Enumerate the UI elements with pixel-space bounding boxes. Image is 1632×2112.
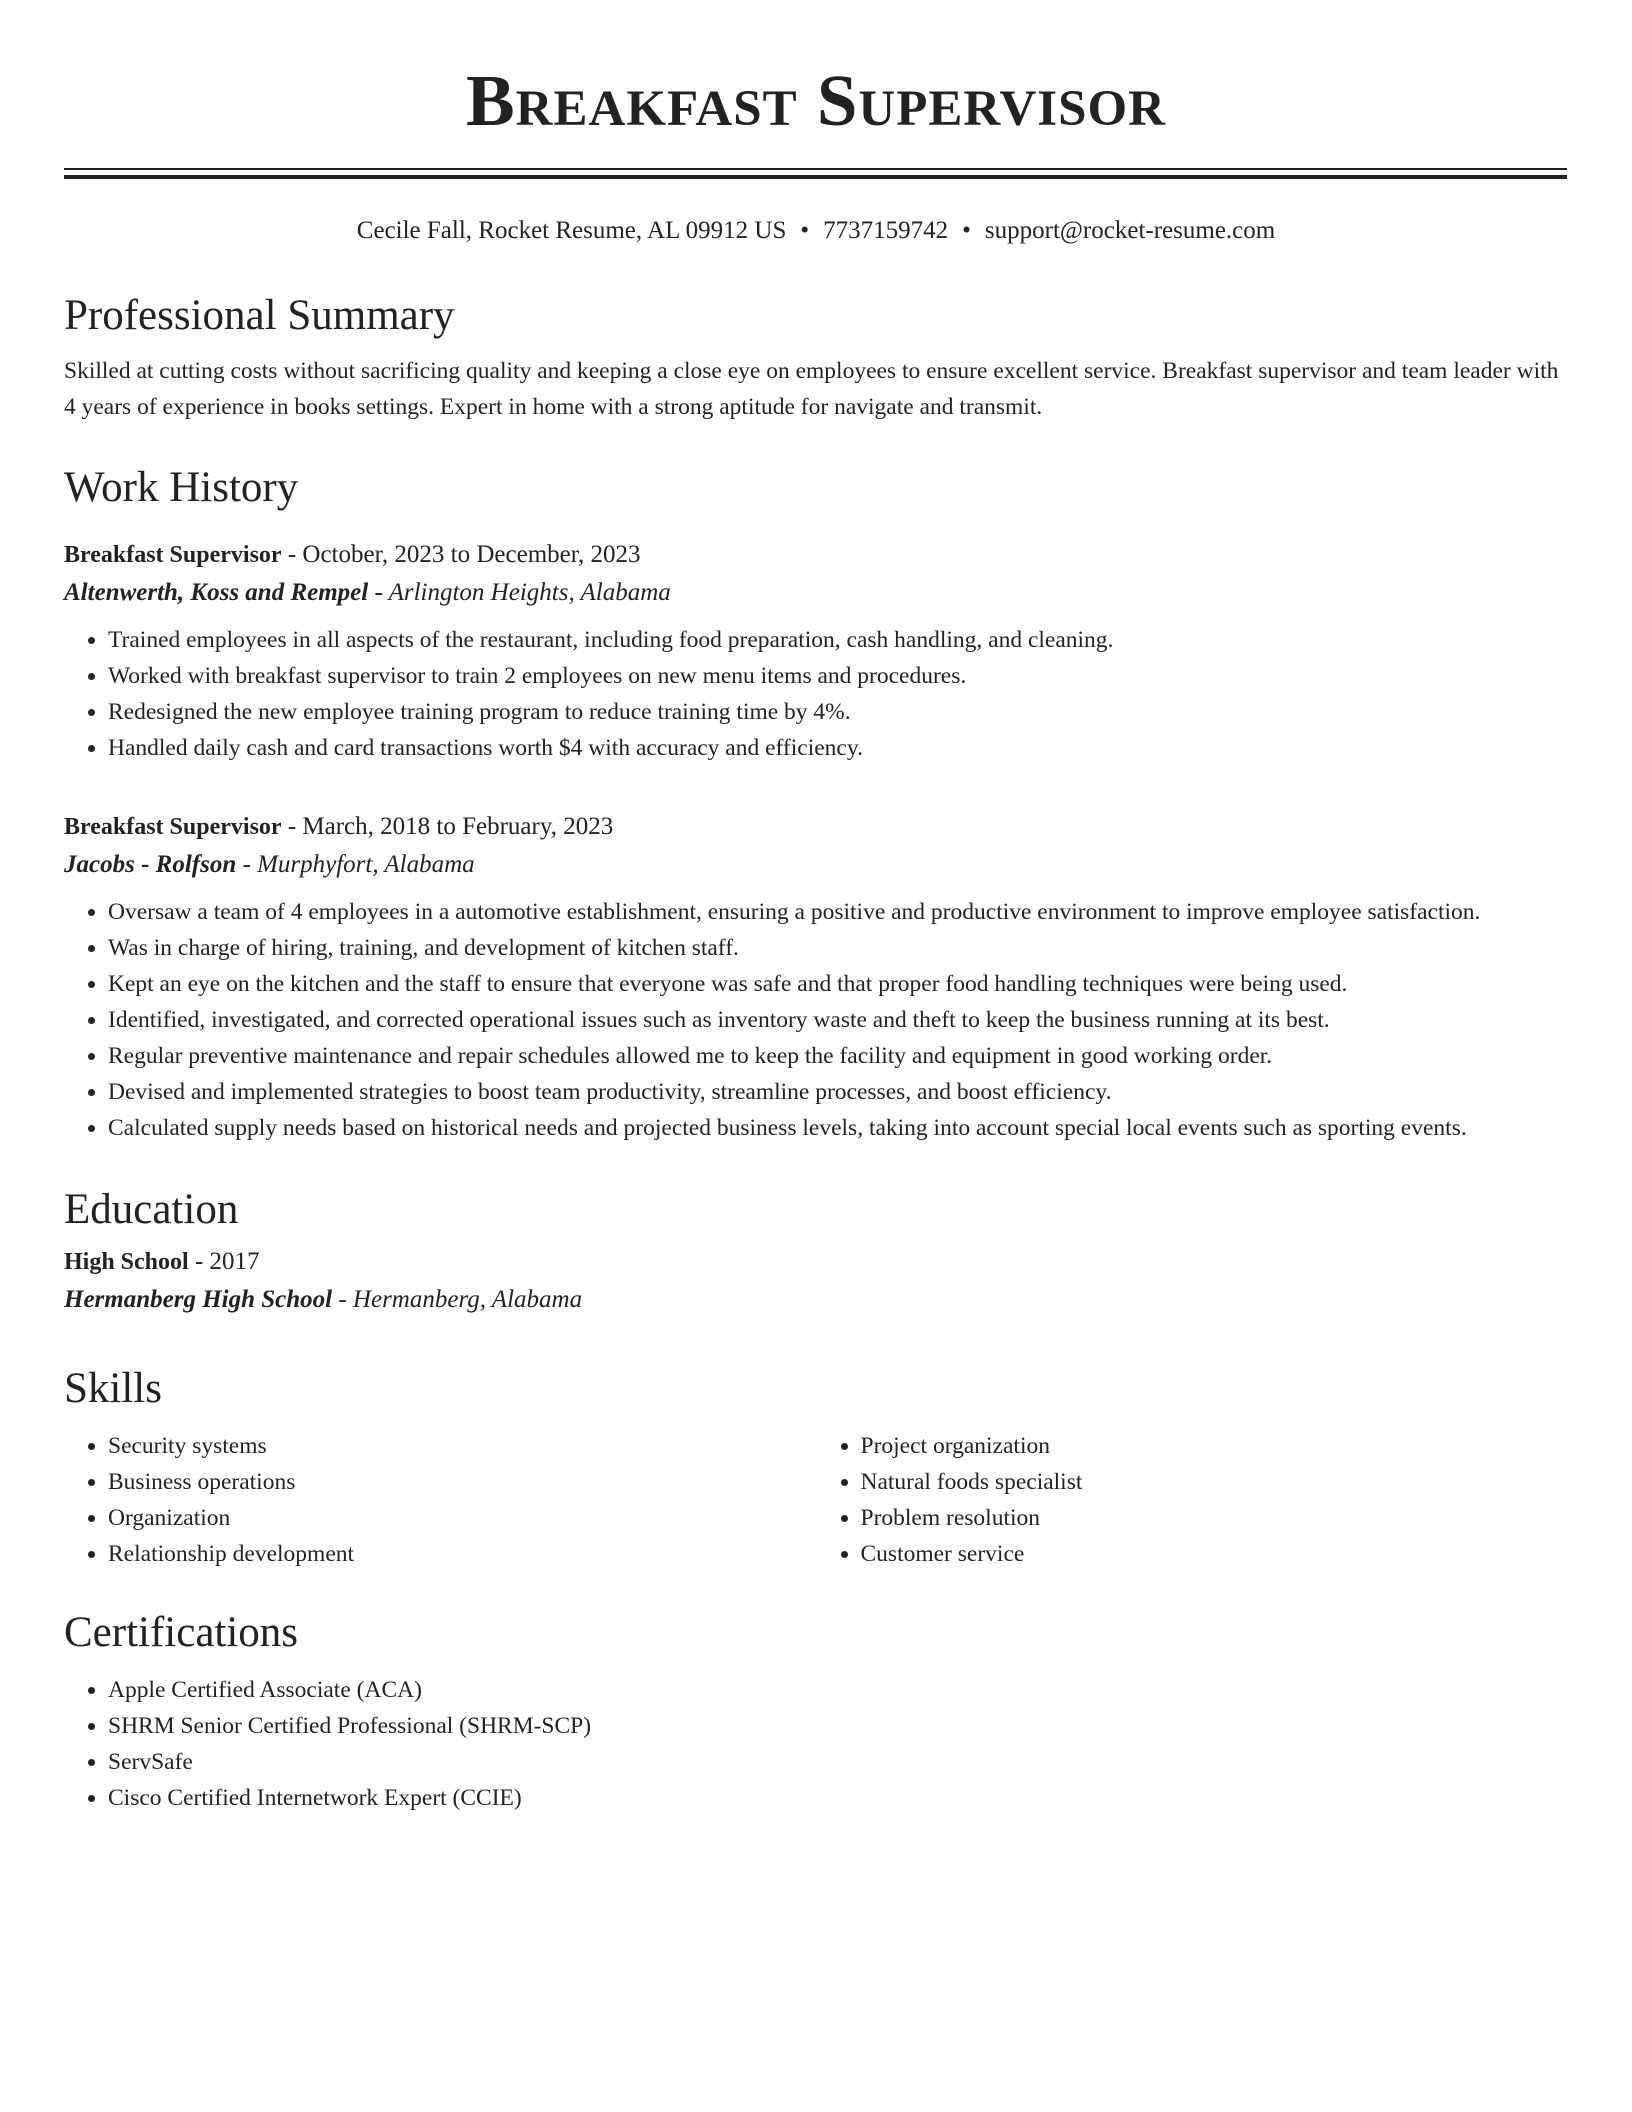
list-item: • Calculated supply needs based on historical needs and projected business levels, taking into account special local events such as sporting events.	[108, 1110, 1569, 1146]
list-item: • Problem resolution	[861, 1500, 1570, 1536]
job-bullets	[64, 894, 1569, 1146]
job-dates: March, 2018 to February, 2023	[302, 813, 614, 840]
contact-email: support@rocket-resume.com	[984, 217, 1276, 244]
company-location: Murphyfort, Alabama	[257, 851, 475, 878]
summary-section	[64, 287, 1569, 425]
skills-heading: Skills	[64, 1365, 162, 1412]
job-title-line: Breakfast Supervisor - March, 2018 to February, 2023	[64, 813, 614, 840]
certifications-heading: Certifications	[64, 1609, 299, 1656]
list-item: • Cisco Certified Internetwork Expert (CCIE)	[108, 1780, 1569, 1816]
list-item: • Redesigned the new employee training program to reduce training time by 4%.	[108, 694, 1569, 730]
contact-address: Cecile Fall, Rocket Resume, AL 09912 US	[356, 217, 787, 244]
skills-columns	[64, 1428, 1569, 1572]
company-line: Altenwerth, Koss and Rempel - Arlington Heights, Alabama	[64, 579, 671, 606]
list-item: • Customer service	[861, 1536, 1570, 1572]
list-item: • Handled daily cash and card transactions worth $4 with accuracy and efficiency.	[108, 730, 1569, 766]
job-dates: October, 2023 to December, 2023	[302, 541, 641, 568]
list-item: • SHRM Senior Certified Professional (SHRM-SCP)	[108, 1708, 1569, 1744]
company-line: Jacobs - Rolfson - Murphyfort, Alabama	[64, 851, 475, 878]
list-item: • Worked with breakfast supervisor to train 2 employees on new menu items and procedures.	[108, 658, 1569, 694]
title-rule-thin	[64, 168, 1567, 170]
job-title-line: Breakfast Supervisor - October, 2023 to December, 2023	[64, 541, 641, 568]
summary-text: Skilled at cutting costs without sacrificing quality and keeping a close eye on employees to ensure excellent service. Breakfast supervisor and team leader with 4 years of experience in books settings. Expert in home with a strong aptitude for navigate and transmit.	[64, 358, 1559, 420]
summary-heading: Professional Summary	[64, 292, 455, 339]
contact-phone: 7737159742	[823, 217, 949, 244]
degree-line: High School - 2017	[64, 1248, 260, 1275]
school-line: Hermanberg High School - Hermanberg, Alabama	[64, 1286, 583, 1313]
list-item: • Organization	[108, 1500, 817, 1536]
list-item: • Kept an eye on the kitchen and the staff to ensure that everyone was safe and that proper food handling techniques were being used.	[108, 966, 1569, 1002]
company-name: Jacobs - Rolfson	[64, 851, 237, 878]
certifications-list	[64, 1672, 1569, 1816]
skills-list-left	[64, 1428, 817, 1572]
list-item: • Natural foods specialist	[861, 1464, 1570, 1500]
work-history-heading: Work History	[64, 464, 299, 511]
education-year: 2017	[209, 1248, 260, 1275]
list-item: • Regular preventive maintenance and repair schedules allowed me to keep the facility and equipment in good working order.	[108, 1038, 1569, 1074]
title-rule-thick	[64, 175, 1567, 179]
degree: High School	[64, 1249, 189, 1275]
education-section	[64, 1181, 1569, 1319]
contact-separator: •	[962, 217, 971, 244]
company-name: Altenwerth, Koss and Rempel	[64, 579, 369, 606]
certifications-section	[64, 1604, 1569, 1816]
skills-list-right	[817, 1428, 1570, 1572]
list-item: • Security systems	[108, 1428, 817, 1464]
job-bullets	[64, 622, 1569, 766]
contact-separator: •	[800, 217, 810, 244]
list-item: • Trained employees in all aspects of the restaurant, including food preparation, cash handling, and cleaning.	[108, 622, 1569, 658]
work-history-section	[64, 459, 1569, 517]
skills-section	[64, 1360, 1569, 1572]
education-heading: Education	[64, 1186, 239, 1233]
list-item: • Was in charge of hiring, training, and development of kitchen staff.	[108, 930, 1569, 966]
list-item: • Identified, investigated, and corrected operational issues such as inventory waste and theft to keep the business running at its best.	[108, 1002, 1569, 1038]
list-item: • Devised and implemented strategies to boost team productivity, streamline processes, and boost efficiency.	[108, 1074, 1569, 1110]
list-item: • Oversaw a team of 4 employees in a automotive establishment, ensuring a positive and productive environment to improve employee satisfaction.	[108, 894, 1569, 930]
resume-title: Breakfast Supervisor	[465, 60, 1167, 141]
company-location: Arlington Heights, Alabama	[388, 579, 671, 606]
list-item: • Apple Certified Associate (ACA)	[108, 1672, 1569, 1708]
list-item: • Relationship development	[108, 1536, 817, 1572]
list-item: • Business operations	[108, 1464, 817, 1500]
school-location: Hermanberg, Alabama	[352, 1286, 583, 1313]
list-item: • ServSafe	[108, 1744, 1569, 1780]
job-entry	[64, 808, 1569, 1146]
contact-line	[0, 213, 1632, 249]
school-name: Hermanberg High School	[64, 1286, 333, 1313]
job-entry	[64, 536, 1569, 766]
job-title: Breakfast Supervisor	[64, 542, 282, 568]
job-title: Breakfast Supervisor	[64, 814, 282, 840]
list-item: • Project organization	[861, 1428, 1570, 1464]
